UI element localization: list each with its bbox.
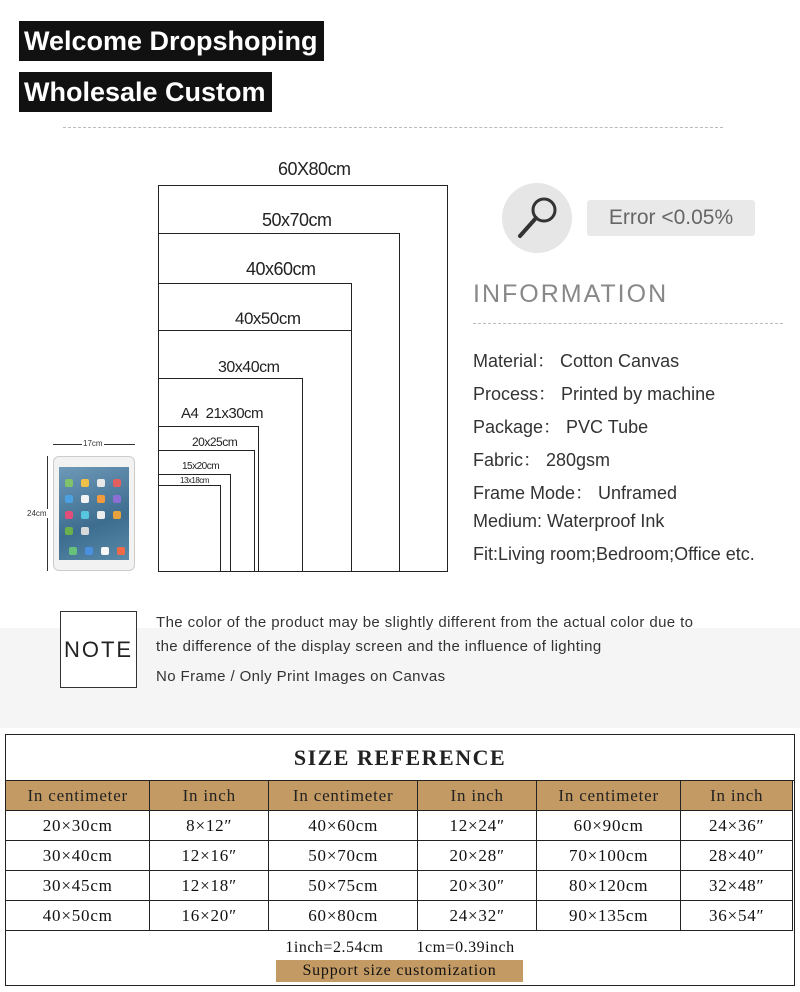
table-cell: 12×16″	[150, 841, 269, 871]
app-icon	[69, 547, 77, 555]
app-icon	[101, 547, 109, 555]
size-label-60x80: 60X80cm	[278, 159, 351, 179]
table-header-cell: In inch	[681, 781, 793, 811]
table-cell: 60×80cm	[268, 901, 417, 931]
info-title: INFORMATION	[473, 280, 669, 308]
top-divider	[63, 127, 723, 128]
app-icon	[81, 527, 89, 535]
note-line-1: The color of the product may be slightly different from the actual color due to	[156, 614, 694, 631]
info-process: Process： Printed by machine	[473, 384, 716, 404]
app-icon	[81, 511, 89, 519]
table-cell: 50×75cm	[268, 871, 417, 901]
note-line-2: the difference of the display screen and the influence of lighting	[156, 638, 602, 655]
app-icon	[65, 511, 73, 519]
app-icon	[85, 547, 93, 555]
table-cell: 80×120cm	[536, 871, 680, 901]
tablet-width-label: 17cm	[83, 439, 103, 448]
table-cell: 20×30cm	[6, 811, 150, 841]
app-icon	[97, 511, 105, 519]
table-row	[6, 811, 793, 841]
table-cell: 90×135cm	[536, 901, 680, 931]
app-icon	[65, 479, 73, 487]
table-cell: 20×28″	[418, 841, 537, 871]
app-icon	[65, 527, 73, 535]
app-icon	[81, 495, 89, 503]
info-fit: Fit:Living room;Bedroom;Office etc.	[473, 544, 755, 564]
info-medium: Medium: Waterproof Ink	[473, 511, 665, 531]
size-label-40x50: 40x50cm	[235, 309, 301, 328]
table-header-cell: In centimeter	[536, 781, 680, 811]
error-badge: Error <0.05%	[587, 200, 755, 236]
table-header-cell: In inch	[418, 781, 537, 811]
table-cell: 32×48″	[681, 871, 793, 901]
size-label-30x40: 30x40cm	[218, 359, 280, 376]
size-label-20x25: 20x25cm	[192, 435, 238, 449]
table-cell: 16×20″	[150, 901, 269, 931]
table-cell: 40×50cm	[6, 901, 150, 931]
app-icon	[65, 495, 73, 503]
tablet-height-label: 24cm	[27, 509, 47, 518]
table-cell: 8×12″	[150, 811, 269, 841]
table-cell: 28×40″	[681, 841, 793, 871]
app-icon	[97, 479, 105, 487]
table-row	[6, 901, 793, 931]
table-cell: 70×100cm	[536, 841, 680, 871]
table-row	[6, 871, 793, 901]
size-label-13x18: 13x18cm	[180, 476, 209, 485]
app-icon	[97, 495, 105, 503]
welcome-banner: Welcome Dropshoping	[19, 21, 324, 61]
support-customization-badge: Support size customization	[276, 960, 523, 982]
unit-conversion: 1inch=2.54cm 1cm=0.39inch	[285, 939, 515, 956]
size-label-15x20: 15x20cm	[182, 461, 220, 472]
tablet-image	[53, 456, 135, 571]
app-icon	[113, 495, 121, 503]
app-icon	[81, 479, 89, 487]
app-icon	[117, 547, 125, 555]
app-icon	[113, 511, 121, 519]
info-frame-mode: Frame Mode： Unframed	[473, 483, 678, 503]
table-header-cell: In inch	[150, 781, 269, 811]
tablet-screen	[59, 467, 129, 560]
table-cell: 24×36″	[681, 811, 793, 841]
size-reference-table	[5, 734, 795, 986]
note-label: NOTE	[60, 611, 137, 688]
size-label-50x70: 50x70cm	[262, 210, 332, 230]
app-icon	[113, 479, 121, 487]
table-cell: 30×45cm	[6, 871, 150, 901]
table-cell: 40×60cm	[268, 811, 417, 841]
size-reference-title: SIZE REFERENCE	[6, 735, 794, 781]
table-header-cell: In centimeter	[268, 781, 417, 811]
size-rect-13x18	[158, 485, 221, 572]
table-cell: 60×90cm	[536, 811, 680, 841]
size-table	[5, 780, 793, 931]
table-cell: 12×24″	[418, 811, 537, 841]
size-label-40x60: 40x60cm	[246, 259, 316, 279]
info-package: Package： PVC Tube	[473, 417, 649, 437]
table-cell: 24×32″	[418, 901, 537, 931]
info-divider	[473, 323, 783, 324]
table-header-row	[6, 781, 793, 811]
table-cell: 20×30″	[418, 871, 537, 901]
size-label-a4: A4 21x30cm	[181, 405, 264, 422]
magnifier-icon	[502, 183, 572, 253]
info-material: Material： Cotton Canvas	[473, 351, 680, 371]
table-cell: 36×54″	[681, 901, 793, 931]
table-row	[6, 841, 793, 871]
table-cell: 12×18″	[150, 871, 269, 901]
note-line-3: No Frame / Only Print Images on Canvas	[156, 668, 446, 685]
info-fabric: Fabric： 280gsm	[473, 450, 611, 470]
magnifier-badge	[502, 183, 572, 253]
wholesale-banner: Wholesale Custom	[19, 72, 272, 112]
table-cell: 50×70cm	[268, 841, 417, 871]
table-cell: 30×40cm	[6, 841, 150, 871]
table-header-cell: In centimeter	[6, 781, 150, 811]
